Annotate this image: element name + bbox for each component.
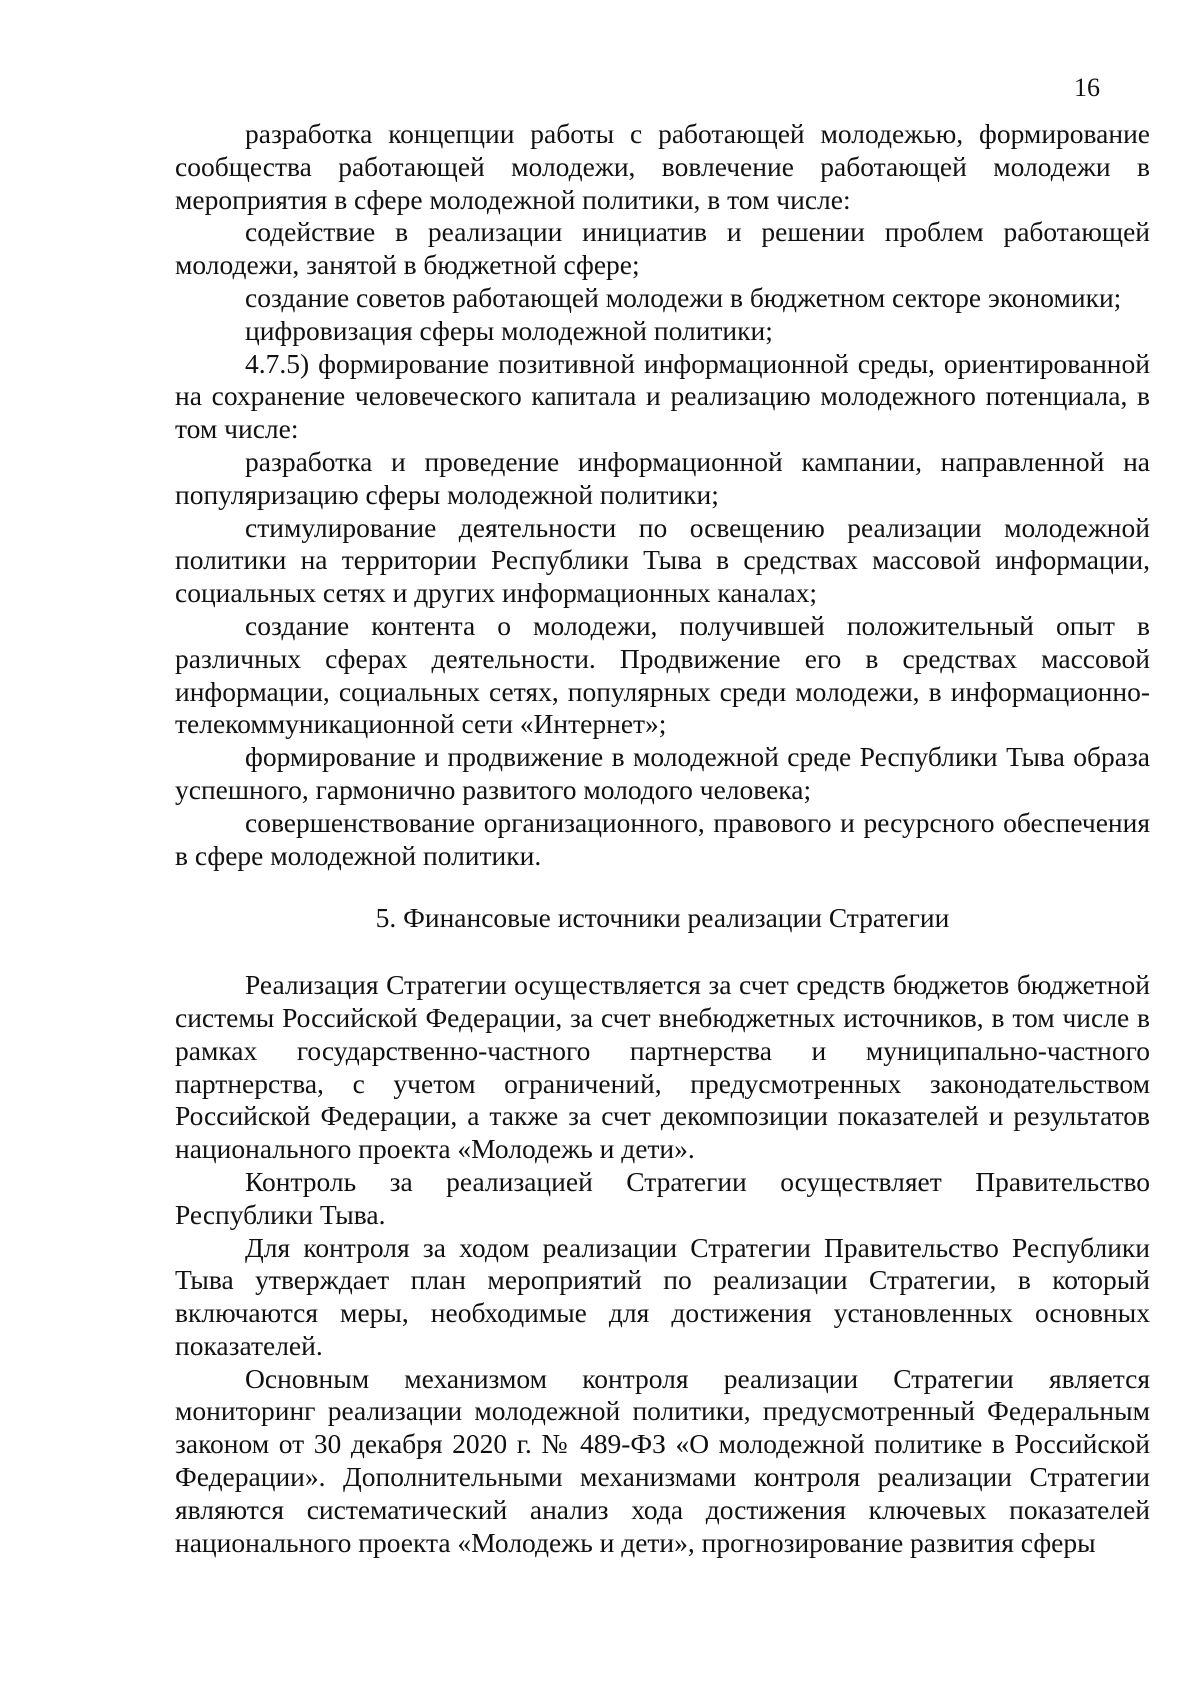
paragraph: создание контента о молодежи, получившей положительный опыт в различных сферах деятельности. Продвижение его в средствах массовой информации, социальных сетях, популярных среди молодежи, в информационно- телекоммуникационной сети «Интернет»; [175, 609, 1150, 740]
document-body [175, 118, 1150, 1559]
paragraph: создание советов работающей молодежи в бюджетном секторе экономики; [245, 281, 1122, 313]
paragraph: Для контроля за ходом реализации Стратегии Правительство Республики Тыва утверждает план мероприятий по реализации Стратегии, в который включаются меры, необходимые для достижения установленных основных показателей. [175, 1231, 1150, 1361]
paragraph: содействие в реализации инициатив и решении проблем работающей молодежи, занятой в бюджетной сфере; [175, 216, 1150, 281]
paragraph: разработка концепции работы с работающей молодежью, формирование сообщества работающей молодежи, вовлечение работающей молодежи в мероприятия в сфере молодежной политики, в том числе: [175, 118, 1150, 215]
paragraph: разработка и проведение информационной кампании, направленной на популяризацию сферы молодежной политики; [175, 445, 1150, 510]
section-heading: 5. Финансовые источники реализации Стратегии [375, 902, 950, 934]
page-number: 16 [1074, 73, 1100, 102]
paragraph: Контроль за реализацией Стратегии осуществляет Правительство Республики Тыва. [175, 1165, 1150, 1230]
paragraph: цифровизация сферы молодежной политики; [245, 314, 773, 346]
paragraph: формирование и продвижение в молодежной среде Республики Тыва образа успешного, гармонично развитого молодого человека; [175, 741, 1150, 805]
paragraph: 4.7.5) формирование позитивной информационной среды, ориентированной на сохранение человеческого капитала и реализацию молодежного потенциала, в том числе: [175, 347, 1150, 445]
paragraph: совершенствование организационного, правового и ресурсного обеспечения в сфере молодежной политики. [175, 806, 1150, 871]
paragraph: Основным механизмом контроля реализации Стратегии является мониторинг реализации молодежной политики, предусмотренный Федеральным законом от 30 декабря 2020 г. № 489-ФЗ «О молодежной политике в Российской Федерации». Дополнительными механизмами контроля реализации Стратегии являются систематический анализ хода достижения ключевых показателей национального проекта «Молодежь и дети», прогнозирование развития сферы [175, 1362, 1150, 1558]
paragraph: стимулирование деятельности по освещению реализации молодежной политики на территории Республики Тыва в средствах массовой информации, социальных сетях и других информационных каналах; [175, 511, 1150, 609]
paragraph: Реализация Стратегии осуществляется за счет средств бюджетов бюджетной системы Российской Федерации, за счет внебюджетных источников, в том числе в рамках государственно-частного партнерства и муниципально-частного партнерства, с учетом ограничений, предусмотренных законодательством Российской Федерации, а также за счет декомпозиции показателей и результатов национального проекта «Молодежь и дети». [175, 969, 1150, 1165]
